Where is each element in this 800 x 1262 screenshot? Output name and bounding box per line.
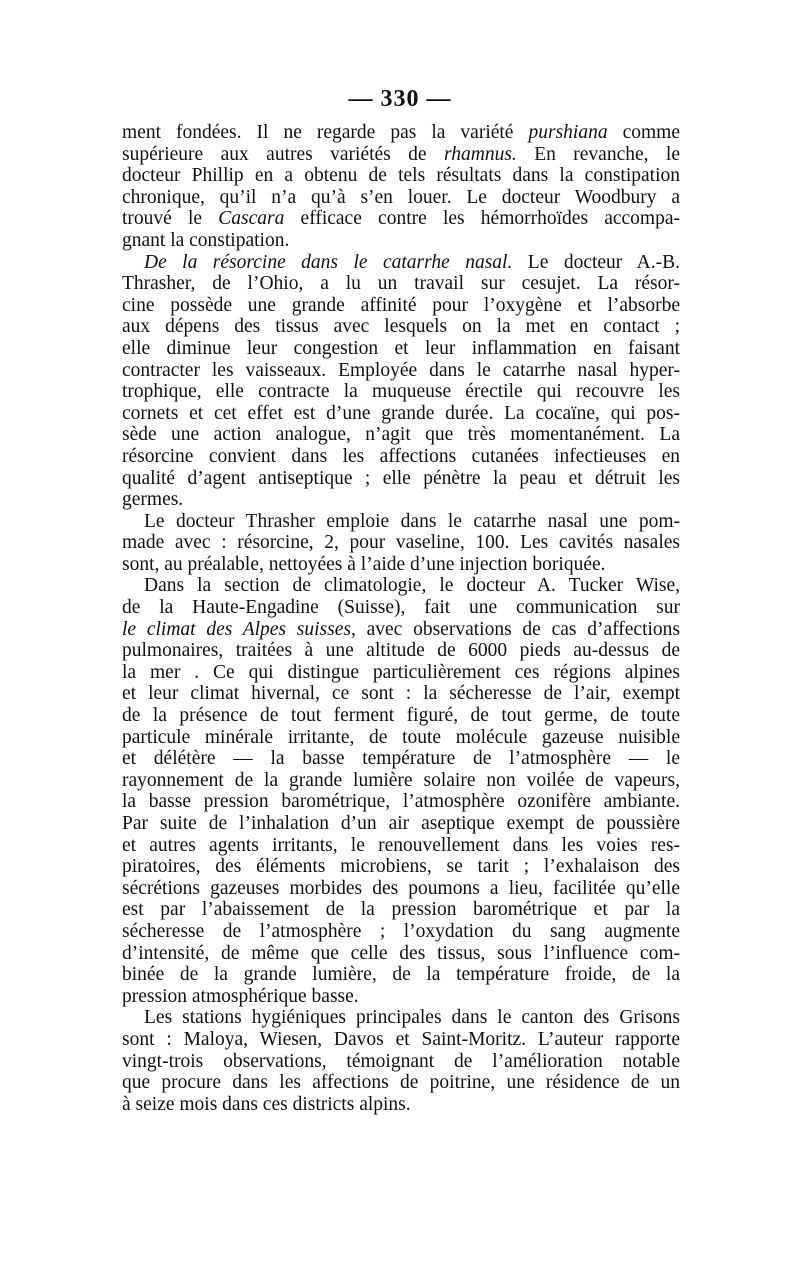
text-line xyxy=(122,770,680,792)
text-line xyxy=(122,360,680,382)
italic-text: le climat des Alpes suisses, xyxy=(122,618,356,640)
text-run: à seize mois dans ces districts alpins. xyxy=(122,1093,411,1115)
text-run: de la Haute-Engadine (Suisse), fait une communication sur xyxy=(122,597,680,619)
text-run: efficace contre les hémorrhoïdes accompa- xyxy=(284,208,680,230)
text-run: Le docteur Thrasher emploie dans le catarrhe nasal une pom- xyxy=(144,510,680,532)
text-run: docteur Phillip en a obtenu de tels résultats dans la constipation xyxy=(122,165,680,187)
text-run: piratoires, des éléments microbiens, se tarit ; l’exhalaison des xyxy=(122,856,680,878)
text-run: sède une action analogue, n’agit que très momentanément. La xyxy=(122,424,680,446)
text-line xyxy=(122,1094,680,1116)
text-run: avec observations de cas d’affections xyxy=(355,618,680,640)
text-run: gnant la constipation. xyxy=(122,229,290,251)
italic-text: purshiana xyxy=(528,122,608,143)
text-line xyxy=(122,813,680,835)
text-line xyxy=(122,252,680,274)
text-run: cine possède une grande affinité pour l’oxygène et l’absorbe xyxy=(122,294,680,316)
text-run: Par suite de l’inhalation d’un air aseptique exempt de poussière xyxy=(122,813,680,834)
text-run: Thrasher, de l’Ohio, a lu un travail sur cesujet. La résor- xyxy=(122,273,680,295)
text-line xyxy=(122,381,680,403)
text-run: En revanche, le xyxy=(516,143,680,165)
text-line xyxy=(122,338,680,360)
text-run: Les stations hygiéniques principales dans le canton des Grisons xyxy=(144,1007,680,1029)
text-run: Dans la section de climatologie, le docteur A. Tucker Wise, xyxy=(144,575,680,597)
text-line xyxy=(122,835,680,857)
text-line xyxy=(122,230,680,252)
text-line xyxy=(122,295,680,317)
text-line xyxy=(122,986,680,1008)
text-line xyxy=(122,144,680,166)
text-run: aux dépens des tissus avec lesquels on la met en contact ; xyxy=(122,316,680,338)
text-run: made avec : résorcine, 2, pour vaseline, 100. Les cavités nasales xyxy=(122,532,680,554)
text-line xyxy=(122,1007,680,1029)
text-run: qualité d’agent antiseptique ; elle pénètre la peau et détruit les xyxy=(122,467,680,489)
text-run: pression atmosphérique basse. xyxy=(122,985,359,1007)
text-line xyxy=(122,662,680,684)
text-line xyxy=(122,597,680,619)
text-run: vingt-trois observations, témoignant de l’amélioration notable xyxy=(122,1050,680,1072)
text-run: comme xyxy=(607,122,680,143)
text-run: sont : Maloya, Wiesen, Davos et Saint-Moritz. L’auteur rapporte xyxy=(122,1028,680,1050)
text-run: que procure dans les affections de poitrine, une résidence de un xyxy=(122,1072,680,1094)
text-run: binée de la grande lumière, de la température froide, de la xyxy=(122,964,680,986)
text-line xyxy=(122,273,680,295)
text-run: et délétère — la basse température de l’atmosphère — le xyxy=(122,748,680,770)
text-line xyxy=(122,446,680,468)
body-text xyxy=(122,122,680,1115)
text-line xyxy=(122,403,680,425)
italic-text: De la résorcine dans le catarrhe nasal. xyxy=(144,251,513,273)
text-line xyxy=(122,619,680,641)
page-number: — 330 — xyxy=(348,86,452,112)
text-run: la basse pression barométrique, l’atmosphère ozonifère ambiante. xyxy=(122,791,680,813)
text-run: sécheresse de l’atmosphère ; l’oxydation du sang augmente xyxy=(122,920,680,942)
text-run: est par l’abaissement de la pression barométrique et par la xyxy=(122,899,680,921)
text-line xyxy=(122,1051,680,1073)
text-line xyxy=(122,878,680,900)
text-run: elle diminue leur congestion et leur inflammation en faisant xyxy=(122,337,680,359)
text-line xyxy=(122,705,680,727)
text-line xyxy=(122,964,680,986)
text-line xyxy=(122,748,680,770)
text-line xyxy=(122,489,680,511)
text-line xyxy=(122,683,680,705)
text-run: supérieure aux autres variétés de xyxy=(122,143,444,165)
text-run: Le docteur A.-B. xyxy=(512,251,680,273)
text-line xyxy=(122,921,680,943)
text-line xyxy=(122,943,680,965)
text-run: chronique, qu’il n’a qu’à s’en louer. Le docteur Woodbury a xyxy=(122,186,680,208)
text-run: de la présence de tout ferment figuré, de tout germe, de toute xyxy=(122,705,680,727)
text-line xyxy=(122,532,680,554)
text-line xyxy=(122,727,680,749)
text-run: cornets et cet effet est d’une grande durée. La cocaïne, qui pos- xyxy=(122,402,680,424)
text-line xyxy=(122,165,680,187)
text-run: trouvé le xyxy=(122,208,219,230)
text-run: trophique, elle contracte la muqueuse érectile qui recouvre les xyxy=(122,381,680,403)
text-line xyxy=(122,856,680,878)
text-run: résorcine convient dans les affections cutanées infectieuses en xyxy=(122,445,680,467)
text-run: la mer . Ce qui distingue particulièrement ces régions alpines xyxy=(122,661,680,683)
text-run: sont, au préalable, nettoyées à l’aide d’une injection boriquée. xyxy=(122,553,606,575)
text-line xyxy=(122,1072,680,1094)
text-run: et autres agents irritants, le renouvellement dans les voies res- xyxy=(122,834,680,856)
text-run: et leur climat hivernal, ce sont : la sécheresse de l’air, exempt xyxy=(122,683,680,705)
text-line xyxy=(122,899,680,921)
text-line xyxy=(122,208,680,230)
text-run: ment fondées. Il ne regarde pas la variété xyxy=(122,122,529,143)
text-run: germes. xyxy=(122,489,184,511)
text-run: sécrétions gazeuses morbides des poumons a lieu, facilitée qu’elle xyxy=(122,877,680,899)
text-line xyxy=(122,554,680,576)
text-line xyxy=(122,316,680,338)
text-line xyxy=(122,575,680,597)
text-line xyxy=(122,187,680,209)
text-run: particule minérale irritante, de toute molécule gazeuse nuisible xyxy=(122,726,680,748)
text-run: contracter les vaisseaux. Employée dans le catarrhe nasal hyper- xyxy=(122,359,680,381)
text-run: rayonnement de la grande lumière solaire non voilée de vapeurs, xyxy=(122,769,680,791)
text-line xyxy=(122,424,680,446)
text-line xyxy=(122,511,680,533)
text-line xyxy=(122,468,680,490)
italic-text: Cascara xyxy=(218,208,285,230)
italic-text: rhamnus. xyxy=(444,143,517,165)
text-run: pulmonaires, traitées à une altitude de 6000 pieds au-dessus de xyxy=(122,640,680,662)
text-line xyxy=(122,122,680,144)
text-run: d’intensité, de même que celle des tissus, sous l’influence com- xyxy=(122,942,680,964)
text-line xyxy=(122,640,680,662)
text-line xyxy=(122,1029,680,1051)
text-line xyxy=(122,791,680,813)
